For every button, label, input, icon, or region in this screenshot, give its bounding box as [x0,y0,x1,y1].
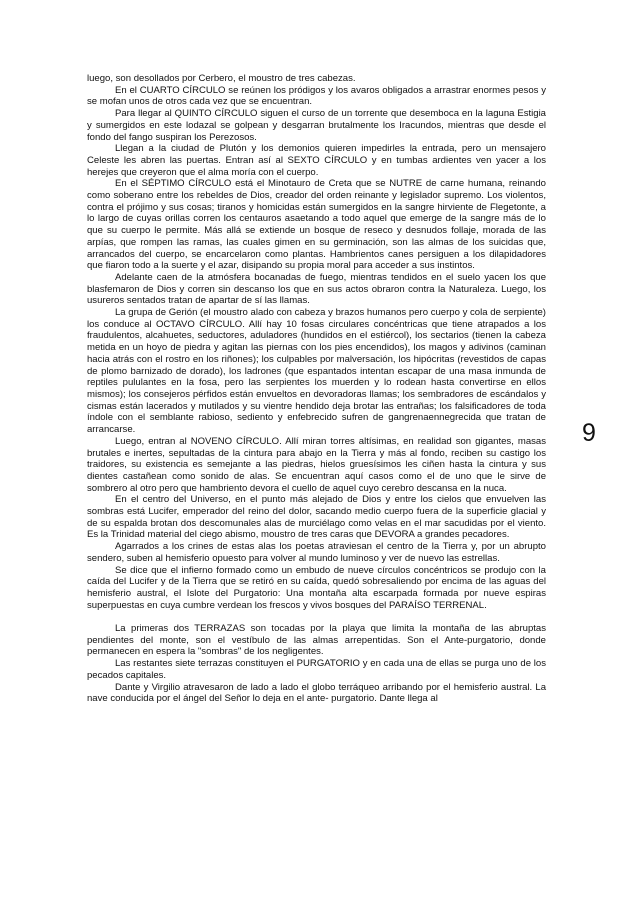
paragraph-10: Agarrados a los crines de estas alas los poetas atraviesan el centro de la Tierra y, por un abrupto sendero, suben al hemisferio opuesto para volver al mundo luminoso y ver de nuevo las estrellas. [87,541,546,564]
page-number: 9 [582,419,596,447]
paragraph-8: Luego, entran al NOVENO CÍRCULO. Allí miran torres altísimas, en realidad son gigantes, masas brutales e inertes, sepultadas de la cintura para abajo en la Tierra y más al fondo, reciben su castigo los traidores, su existencia es semejante a las piedras, hielos gruesísimos les ciñen hasta la cintura y sus dientes castañean como sonido de alas. Se encuentran aquí casos como el de uno que le sirve de sombrero al otro pero que hambriento devora el cuello de aquel cuyo cerebro descansa en la nuca. [87,435,546,494]
paragraph-3: Para llegar al QUINTO CÍRCULO siguen el curso de un torrente que desemboca en la laguna Estigia y sumergidos en este lodazal se golpean y desgarran brutalmente los Iracundos, mientras que desde el fondo del fango suspiran los Perezosos. [87,108,546,143]
paragraph-11: Se dice que el infierno formado como un embudo de nueve círculos concéntricos se produjo con la caída del Lucifer y de la Tierra que se retiró en su caída, quedó sobresaliendo por encima de las aguas del hemisferio austral, el Islote del Purgatorio: Una montaña alta escarpada formada por nueve espiras superpuestas en cuya cumbre verdean los frescos y vivos bosques del PARAÍSO TERRENAL. [87,564,546,611]
paragraph-4: Llegan a la ciudad de Plutón y los demonios quieren impedirles la entrada, pero un mensajero Celeste les abren las puertas. Entran así al SEXTO CÍRCULO y en tumbas ardientes ven yacer a los herejes que creyeron que el alma moría con el cuerpo. [87,143,546,178]
paragraph-5: En el SÉPTIMO CÍRCULO está el Minotauro de Creta que se NUTRE de carne humana, reinando como soberano entre los rebeldes de Dios, creador del orden reinante y legislador supremo. Los violentos, contra el prójimo y sus cosas; tiranos y homicidas están sumergidos en la sangre hirviente de Flegetonte, a lo largo de cuyas orillas corren los centauros asaetando a todo aquel que emerge de la sangre más de lo que su cuerpo le permite. Más allá se extiende un bosque de reseco y desnudos follaje, morada de las arpías, que rompen las ramas, las cuales gimen en su germinación, son las almas de los suicidas que, arrancados del cuerpo, se encarcelaron como plantas. Hambrientos canes persiguen a los dilapidadores que fiaron todo a la suerte y el azar, disipando su propia moral para acceder a sus instintos. [87,178,546,272]
paragraph-2: En el CUARTO CÍRCULO se reúnen los pródigos y los avaros obligados a arrastrar enormes pesos y se mofan unos de otros cada vez que se encuentran. [87,84,546,108]
paragraph-7: La grupa de Gerión (el moustro alado con cabeza y brazos humanos pero cuerpo y cola de serpiente) los conduce al OCTAVO CÍRCULO. Allí hay 10 fosas circulares concéntricas que tiene atrapados a los fraudulentos, alcahuetes, seductores, aduladores (hundidos en el estiércol), los sectarios (tienen la cabeza metida en un hoyo de piedra y agitan las piernas con los pies encendidos), los magos y adivinos (caminan hacia atrás con el rostro en los riñones); los culpables por malversación, los hipócritas (revestidos de capas de plomo barnizado de dorado), los ladrones (que espantados intentan escapar de una masa inmunda de reptiles pululantes en la fosa, pero las serpientes los muerden y lo rodean hasta convertirse en ellos mismos); los consejeros pérfidos están envueltos en devoradoras llamas; los sembradores de escándalos y cismas están lacerados y mutilados y su vientre hendido deja brotar las entrañas; los falsificadores de toda índole con el semblante rabioso, sediento y enfebrecido sufren de gangrenaennegrecida que tratan de arrancarse. [87,307,546,436]
paragraph-9: En el centro del Universo, en el punto más alejado de Dios y entre los cielos que envuelven las sombras está Lucifer, emperador del reino del dolor, sacando medio cuerpo fuera de la superficie glacial y de su espalda brotan dos descomunales alas de murciélago como velas en el mar sacudidas por el viento. Es la Trinidad material del ciego abismo, moustro de tres caras que DEVORA a grandes pecadores. [87,494,546,541]
paragraph-12: La primeras dos TERRAZAS son tocadas por la playa que limita la montaña de las abruptas pendientes del monte, son el vestíbulo de las almas arrepentidas. Son el Ante-purgatorio, donde permanecen en espera la "sombras" de los negligentes. [87,623,546,658]
paragraph-14: Dante y Virgilio atravesaron de lado a lado el globo terráqueo arribando por el hemisferio austral. La nave conducida por el ángel del Señor lo deja en el ante- purgatorio. Dante llega al [87,681,546,705]
paragraph-6: Adelante caen de la atmósfera bocanadas de fuego, mientras tendidos en el suelo yacen los que blasfemaron de Dios y corren sin descanso los que en sus actos obraron contra la Naturaleza. Luego, los usureros sentados tratan de apartar de sí las llamas. [87,271,546,307]
body-text [87,73,546,705]
paragraph-1: luego, son desollados por Cerbero, el moustro de tres cabezas. [87,73,356,84]
paragraph-13: Las restantes siete terrazas constituyen el PURGATORIO y en cada una de ellas se purga uno de los pecados capitales. [87,658,546,681]
